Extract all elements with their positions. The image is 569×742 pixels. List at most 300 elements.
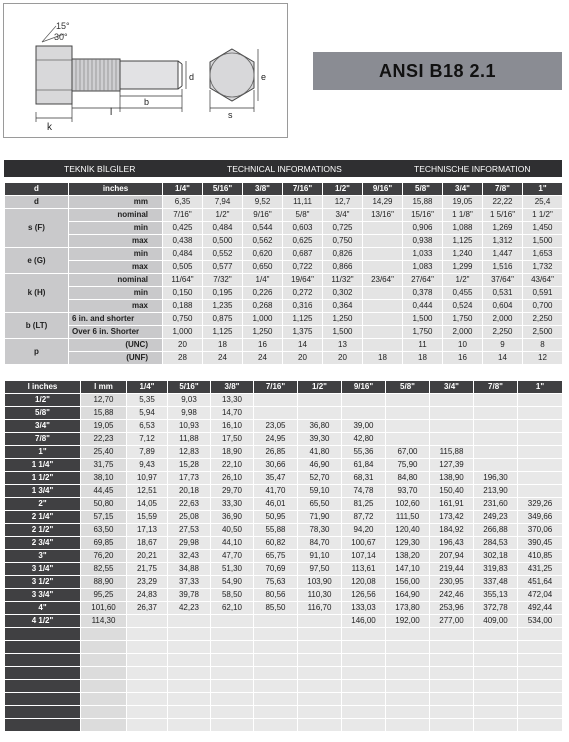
spec-value: 14,29 xyxy=(363,196,403,209)
weight-value: 133,03 xyxy=(342,602,386,615)
spec-value: 0,700 xyxy=(523,300,563,313)
weight-value: 7,12 xyxy=(127,433,168,446)
weight-value: 492,44 xyxy=(518,602,563,615)
weight-value: 115,88 xyxy=(430,446,474,459)
weight-value xyxy=(127,628,168,641)
weight-value xyxy=(298,615,342,628)
spec-value: 0,364 xyxy=(323,300,363,313)
weight-value: 36,80 xyxy=(298,420,342,433)
weight-value: 20,21 xyxy=(127,550,168,563)
length-inch-cell xyxy=(5,719,81,732)
spec-sub-label: min xyxy=(69,222,163,235)
spec-value: 20 xyxy=(323,352,363,365)
weight-value: 39,30 xyxy=(298,433,342,446)
spec-value: 1,500 xyxy=(403,313,443,326)
spec-sub-label: max xyxy=(69,261,163,274)
weight-value xyxy=(430,654,474,667)
weight-value xyxy=(342,641,386,654)
spec-value: 12 xyxy=(523,352,563,365)
weight-value: 156,00 xyxy=(386,576,430,589)
weight-value xyxy=(474,628,518,641)
weight-value xyxy=(342,706,386,719)
weight-value: 138,90 xyxy=(430,472,474,485)
spec-value xyxy=(363,287,403,300)
weight-value: 17,50 xyxy=(211,433,254,446)
spec-value: 24 xyxy=(243,352,283,365)
length-mm-cell: 88,90 xyxy=(81,576,127,589)
length-mm-cell: 114,30 xyxy=(81,615,127,628)
spec-value: 5/8" xyxy=(283,209,323,222)
dim-d-label: d xyxy=(189,72,195,82)
weight-value: 58,50 xyxy=(211,589,254,602)
weight-value: 147,10 xyxy=(386,563,430,576)
length-row xyxy=(5,446,563,459)
weight-value: 138,20 xyxy=(386,550,430,563)
spec-value: 0,604 xyxy=(483,300,523,313)
weight-value xyxy=(386,667,430,680)
weight-value xyxy=(386,719,430,732)
weight-value: 17,73 xyxy=(168,472,211,485)
weight-value: 34,88 xyxy=(168,563,211,576)
weight-value: 219,44 xyxy=(430,563,474,576)
weight-value: 372,78 xyxy=(474,602,518,615)
weight-value: 24,95 xyxy=(254,433,298,446)
weight-value: 120,40 xyxy=(386,524,430,537)
length-header-cell: 1/2" xyxy=(298,381,342,394)
length-mm-cell xyxy=(81,693,127,706)
spec-header-cell: 7/8" xyxy=(483,183,523,196)
spec-sub-label: max xyxy=(69,300,163,313)
weight-value xyxy=(342,654,386,667)
weight-value xyxy=(430,420,474,433)
weight-value xyxy=(518,706,563,719)
spec-header-cell: 1/2" xyxy=(323,183,363,196)
weight-value: 46,01 xyxy=(254,498,298,511)
spec-row xyxy=(5,274,563,287)
weight-value: 231,60 xyxy=(474,498,518,511)
spec-value: 1,125 xyxy=(203,326,243,339)
spec-row xyxy=(5,326,563,339)
hex-end-view xyxy=(210,49,254,101)
spec-value: 1,088 xyxy=(443,222,483,235)
spec-value: 1,000 xyxy=(163,326,203,339)
weight-value xyxy=(254,394,298,407)
weight-value xyxy=(298,667,342,680)
weight-value: 266,88 xyxy=(474,524,518,537)
length-mm-cell: 15,88 xyxy=(81,407,127,420)
weight-value: 51,30 xyxy=(211,563,254,576)
weight-value: 319,83 xyxy=(474,563,518,576)
weight-value: 302,18 xyxy=(474,550,518,563)
weight-value: 41,80 xyxy=(298,446,342,459)
weight-value xyxy=(298,407,342,420)
weight-value: 40,50 xyxy=(211,524,254,537)
weight-value xyxy=(211,615,254,628)
weight-value xyxy=(298,719,342,732)
weight-value xyxy=(127,667,168,680)
length-row xyxy=(5,680,563,693)
weight-value: 12,83 xyxy=(168,446,211,459)
weight-value: 277,00 xyxy=(430,615,474,628)
weight-value xyxy=(474,667,518,680)
weight-value xyxy=(298,628,342,641)
spec-value: 1,732 xyxy=(523,261,563,274)
spec-value: 1,125 xyxy=(443,235,483,248)
spec-value: 1,235 xyxy=(203,300,243,313)
spec-sub-label: Over 6 in. Shorter xyxy=(69,326,163,339)
weight-value: 110,30 xyxy=(298,589,342,602)
spec-value xyxy=(363,313,403,326)
length-inch-cell: 1 1/4" xyxy=(5,459,81,472)
spec-value: 2,250 xyxy=(523,313,563,326)
weight-value: 10,93 xyxy=(168,420,211,433)
weight-value: 18,90 xyxy=(211,446,254,459)
spec-value: 1/2" xyxy=(443,274,483,287)
length-row xyxy=(5,706,563,719)
spec-value: 16 xyxy=(243,339,283,352)
spec-value: 0,562 xyxy=(243,235,283,248)
weight-value: 71,90 xyxy=(298,511,342,524)
weight-value: 26,85 xyxy=(254,446,298,459)
weight-value: 93,70 xyxy=(386,485,430,498)
length-inch-cell: 1" xyxy=(5,446,81,459)
spec-value: 1,516 xyxy=(483,261,523,274)
weight-value xyxy=(430,719,474,732)
weight-value: 100,67 xyxy=(342,537,386,550)
spec-value: 13 xyxy=(323,339,363,352)
weight-value: 22,10 xyxy=(211,459,254,472)
length-row xyxy=(5,602,563,615)
weight-value xyxy=(254,667,298,680)
weight-value: 35,47 xyxy=(254,472,298,485)
length-mm-cell: 57,15 xyxy=(81,511,127,524)
weight-value: 129,30 xyxy=(386,537,430,550)
weight-value xyxy=(127,615,168,628)
weight-value: 11,88 xyxy=(168,433,211,446)
weight-value: 150,40 xyxy=(430,485,474,498)
spec-value: 8 xyxy=(523,339,563,352)
spec-row xyxy=(5,313,563,326)
weight-value: 14,70 xyxy=(211,407,254,420)
weight-value xyxy=(518,667,563,680)
weight-value xyxy=(474,394,518,407)
spec-row xyxy=(5,196,563,209)
length-mm-cell xyxy=(81,641,127,654)
spec-header-cell: 9/16" xyxy=(363,183,403,196)
spec-value: 1,033 xyxy=(403,248,443,261)
spec-value: 0,531 xyxy=(483,287,523,300)
weight-value: 25,08 xyxy=(168,511,211,524)
length-header-cell: 3/8" xyxy=(211,381,254,394)
spec-value: 1,375 xyxy=(283,326,323,339)
weight-value: 78,30 xyxy=(298,524,342,537)
weight-value xyxy=(430,706,474,719)
length-row xyxy=(5,654,563,667)
weight-value: 39,00 xyxy=(342,420,386,433)
weight-value xyxy=(518,407,563,420)
spec-row xyxy=(5,222,563,235)
length-inch-cell: 2" xyxy=(5,498,81,511)
spec-value: 25,4 xyxy=(523,196,563,209)
spec-value: 1,299 xyxy=(443,261,483,274)
length-mm-cell xyxy=(81,654,127,667)
spec-value: 24 xyxy=(203,352,243,365)
spec-value: 2,000 xyxy=(483,313,523,326)
weight-value xyxy=(211,706,254,719)
weight-value xyxy=(430,680,474,693)
length-row xyxy=(5,615,563,628)
header-de: TECHNISCHE INFORMATION xyxy=(414,164,531,174)
weight-value: 37,33 xyxy=(168,576,211,589)
spec-table xyxy=(4,182,563,365)
weight-value: 80,56 xyxy=(254,589,298,602)
weight-value: 126,56 xyxy=(342,589,386,602)
weight-value: 27,53 xyxy=(168,524,211,537)
length-mm-cell: 76,20 xyxy=(81,550,127,563)
spec-value: 0,725 xyxy=(323,222,363,235)
weight-value: 29,98 xyxy=(168,537,211,550)
weight-value: 62,10 xyxy=(211,602,254,615)
spec-value: 0,650 xyxy=(243,261,283,274)
spec-value: 22,22 xyxy=(483,196,523,209)
weight-value xyxy=(342,667,386,680)
dim-l-label: l xyxy=(110,107,113,118)
weight-value xyxy=(254,719,298,732)
weight-value xyxy=(254,628,298,641)
spec-value: 0,906 xyxy=(403,222,443,235)
spec-value: 0,484 xyxy=(163,248,203,261)
weight-value xyxy=(211,654,254,667)
spec-header-cell: 7/16" xyxy=(283,183,323,196)
weight-value xyxy=(386,641,430,654)
weight-value xyxy=(474,654,518,667)
weight-value xyxy=(298,654,342,667)
length-row xyxy=(5,524,563,537)
weight-value: 24,83 xyxy=(127,589,168,602)
weight-value xyxy=(168,680,211,693)
angle-bottom-label: 30° xyxy=(54,32,68,42)
length-header-cell: 9/16" xyxy=(342,381,386,394)
spec-label: k (H) xyxy=(5,274,69,313)
spec-value: 0,455 xyxy=(443,287,483,300)
weight-value: 192,00 xyxy=(386,615,430,628)
weight-value xyxy=(474,407,518,420)
weight-value xyxy=(474,706,518,719)
weight-value: 68,31 xyxy=(342,472,386,485)
weight-value: 127,39 xyxy=(430,459,474,472)
length-row xyxy=(5,498,563,511)
length-row xyxy=(5,563,563,576)
weight-value xyxy=(298,394,342,407)
weight-value xyxy=(168,615,211,628)
spec-value: 0,722 xyxy=(283,261,323,274)
spec-value: 0,591 xyxy=(523,287,563,300)
dim-s-label: s xyxy=(228,110,233,120)
spec-header-cell: 3/4" xyxy=(443,183,483,196)
weight-value xyxy=(254,706,298,719)
weight-value: 44,10 xyxy=(211,537,254,550)
weight-value: 207,94 xyxy=(430,550,474,563)
spec-value: 0,552 xyxy=(203,248,243,261)
weight-value: 70,69 xyxy=(254,563,298,576)
spec-value: 0,620 xyxy=(243,248,283,261)
length-mm-cell: 31,75 xyxy=(81,459,127,472)
length-inch-cell: 7/8" xyxy=(5,433,81,446)
weight-value: 36,90 xyxy=(211,511,254,524)
weight-value xyxy=(298,641,342,654)
weight-value: 65,50 xyxy=(298,498,342,511)
length-mm-cell: 38,10 xyxy=(81,472,127,485)
spec-value: 0,302 xyxy=(323,287,363,300)
length-inch-cell xyxy=(5,706,81,719)
weight-value: 74,78 xyxy=(342,485,386,498)
spec-value: 0,226 xyxy=(243,287,283,300)
weight-value: 26,10 xyxy=(211,472,254,485)
bolt-head xyxy=(36,46,72,104)
spec-value: 7/32" xyxy=(203,274,243,287)
spec-value: 43/64" xyxy=(523,274,563,287)
length-mm-cell: 63,50 xyxy=(81,524,127,537)
weight-value: 97,50 xyxy=(298,563,342,576)
weight-value: 534,00 xyxy=(518,615,563,628)
weight-value: 173,42 xyxy=(430,511,474,524)
weight-value: 9,98 xyxy=(168,407,211,420)
weight-value: 75,63 xyxy=(254,576,298,589)
weight-value: 17,13 xyxy=(127,524,168,537)
spec-value: 11,11 xyxy=(283,196,323,209)
spec-value: 0,750 xyxy=(323,235,363,248)
weight-value: 196,30 xyxy=(474,472,518,485)
weight-value xyxy=(168,654,211,667)
spec-sub-label: max xyxy=(69,235,163,248)
length-row xyxy=(5,485,563,498)
spec-value: 0,195 xyxy=(203,287,243,300)
weight-value xyxy=(386,654,430,667)
weight-value: 52,70 xyxy=(298,472,342,485)
spec-sub-label: (UNC) xyxy=(69,339,163,352)
spec-value: 11/64" xyxy=(163,274,203,287)
weight-value: 23,05 xyxy=(254,420,298,433)
length-inch-cell xyxy=(5,693,81,706)
weight-value xyxy=(168,628,211,641)
length-mm-cell xyxy=(81,719,127,732)
weight-value xyxy=(386,706,430,719)
weight-value: 22,63 xyxy=(168,498,211,511)
weight-value: 329,26 xyxy=(518,498,563,511)
spec-value: 18 xyxy=(363,352,403,365)
weight-value xyxy=(518,693,563,706)
weight-value xyxy=(211,680,254,693)
weight-value xyxy=(168,706,211,719)
weight-value: 249,23 xyxy=(474,511,518,524)
weight-value: 284,53 xyxy=(474,537,518,550)
weight-value xyxy=(254,654,298,667)
weight-value: 54,90 xyxy=(211,576,254,589)
spec-value: 10 xyxy=(443,339,483,352)
weight-value xyxy=(430,667,474,680)
weight-value xyxy=(211,719,254,732)
spec-value: 1,750 xyxy=(443,313,483,326)
weight-value: 161,91 xyxy=(430,498,474,511)
spec-value: 1,000 xyxy=(243,313,283,326)
spec-value: 1,500 xyxy=(323,326,363,339)
weight-value xyxy=(518,420,563,433)
spec-value: 19,05 xyxy=(443,196,483,209)
length-header-row xyxy=(5,381,563,394)
weight-value: 390,45 xyxy=(518,537,563,550)
spec-label: d xyxy=(5,196,69,209)
length-inch-cell: 3" xyxy=(5,550,81,563)
spec-row xyxy=(5,352,563,365)
weight-value xyxy=(211,641,254,654)
length-inch-cell: 3/4" xyxy=(5,420,81,433)
spec-row xyxy=(5,300,563,313)
spec-value: 1,240 xyxy=(443,248,483,261)
weight-value xyxy=(518,433,563,446)
length-mm-cell: 95,25 xyxy=(81,589,127,602)
dim-k-label: k xyxy=(47,122,52,133)
length-inch-cell: 2 1/2" xyxy=(5,524,81,537)
length-row xyxy=(5,537,563,550)
spec-value: 14 xyxy=(483,352,523,365)
header-en: TECHNICAL INFORMATIONS xyxy=(227,164,342,174)
spec-value: 1,450 xyxy=(523,222,563,235)
weight-value xyxy=(211,667,254,680)
weight-value: 42,80 xyxy=(342,433,386,446)
weight-value: 5,35 xyxy=(127,394,168,407)
spec-value: 13/16" xyxy=(363,209,403,222)
length-inch-cell: 4" xyxy=(5,602,81,615)
weight-value xyxy=(211,628,254,641)
weight-value xyxy=(518,628,563,641)
weight-value xyxy=(254,407,298,420)
weight-value: 94,20 xyxy=(342,524,386,537)
length-inch-cell: 1 1/2" xyxy=(5,472,81,485)
weight-value: 42,23 xyxy=(168,602,211,615)
spec-header-cell: 3/8" xyxy=(243,183,283,196)
length-mm-cell: 101,60 xyxy=(81,602,127,615)
weight-value xyxy=(254,641,298,654)
weight-value xyxy=(430,394,474,407)
spec-sub-label: min xyxy=(69,248,163,261)
weight-value: 146,00 xyxy=(342,615,386,628)
length-inch-cell: 3 1/2" xyxy=(5,576,81,589)
weight-value xyxy=(298,706,342,719)
spec-value: 14 xyxy=(283,339,323,352)
spec-sub-label: nominal xyxy=(69,209,163,222)
spec-value: 0,750 xyxy=(163,313,203,326)
spec-value: 0,826 xyxy=(323,248,363,261)
weight-value: 213,90 xyxy=(474,485,518,498)
spec-value: 19/64" xyxy=(283,274,323,287)
spec-value: 1 1/8" xyxy=(443,209,483,222)
weight-value: 14,05 xyxy=(127,498,168,511)
spec-sub-label: mm xyxy=(69,196,163,209)
spec-value: 9,52 xyxy=(243,196,283,209)
weight-value xyxy=(386,420,430,433)
info-header-band xyxy=(4,160,562,177)
weight-value: 5,94 xyxy=(127,407,168,420)
weight-value: 111,50 xyxy=(386,511,430,524)
weight-value: 21,75 xyxy=(127,563,168,576)
standard-title-box xyxy=(313,52,562,90)
spec-value: 1 1/2" xyxy=(523,209,563,222)
weight-value: 13,30 xyxy=(211,394,254,407)
spec-value: 0,544 xyxy=(243,222,283,235)
length-row xyxy=(5,693,563,706)
weight-value: 16,10 xyxy=(211,420,254,433)
weight-value: 184,92 xyxy=(430,524,474,537)
